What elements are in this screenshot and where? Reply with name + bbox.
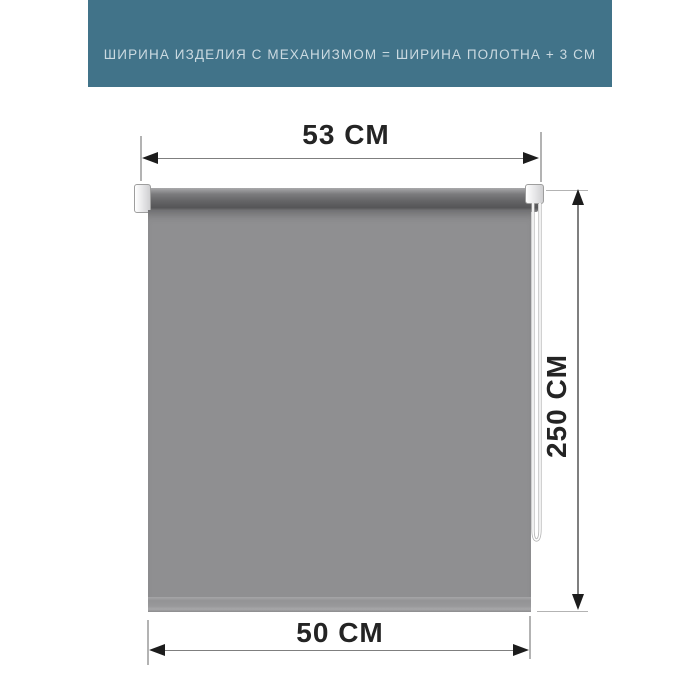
bottom-extension-line-left — [147, 620, 149, 665]
roller-cap-right — [525, 184, 544, 204]
blind-fabric — [148, 210, 531, 612]
bottom-arrow-line — [162, 650, 517, 651]
roller-tube — [146, 188, 538, 212]
blind-bottom-weight-bar — [148, 597, 531, 612]
height-arrow-line — [577, 201, 578, 598]
info-banner — [88, 0, 612, 87]
arrowhead-left-icon — [149, 644, 165, 656]
arrowhead-left-icon — [142, 152, 158, 164]
top-width-label: 53 CM — [302, 119, 390, 150]
height-extension-line-bottom — [537, 611, 588, 612]
height-label: 250 CM — [541, 353, 572, 459]
arrowhead-up-icon — [572, 189, 584, 205]
arrowhead-right-icon — [513, 644, 529, 656]
roller-cap-left — [134, 184, 151, 213]
arrowhead-down-icon — [572, 594, 584, 610]
top-arrow-line — [155, 158, 529, 159]
bottom-width-label: 50 CM — [296, 617, 384, 648]
top-extension-line-right — [540, 132, 542, 182]
arrowhead-right-icon — [523, 152, 539, 164]
info-banner-text: ШИРИНА ИЗДЕЛИЯ С МЕХАНИЗМОМ = ШИРИНА ПОЛОТНА + 3 СМ — [103, 47, 597, 62]
bottom-extension-line-right — [529, 616, 531, 659]
